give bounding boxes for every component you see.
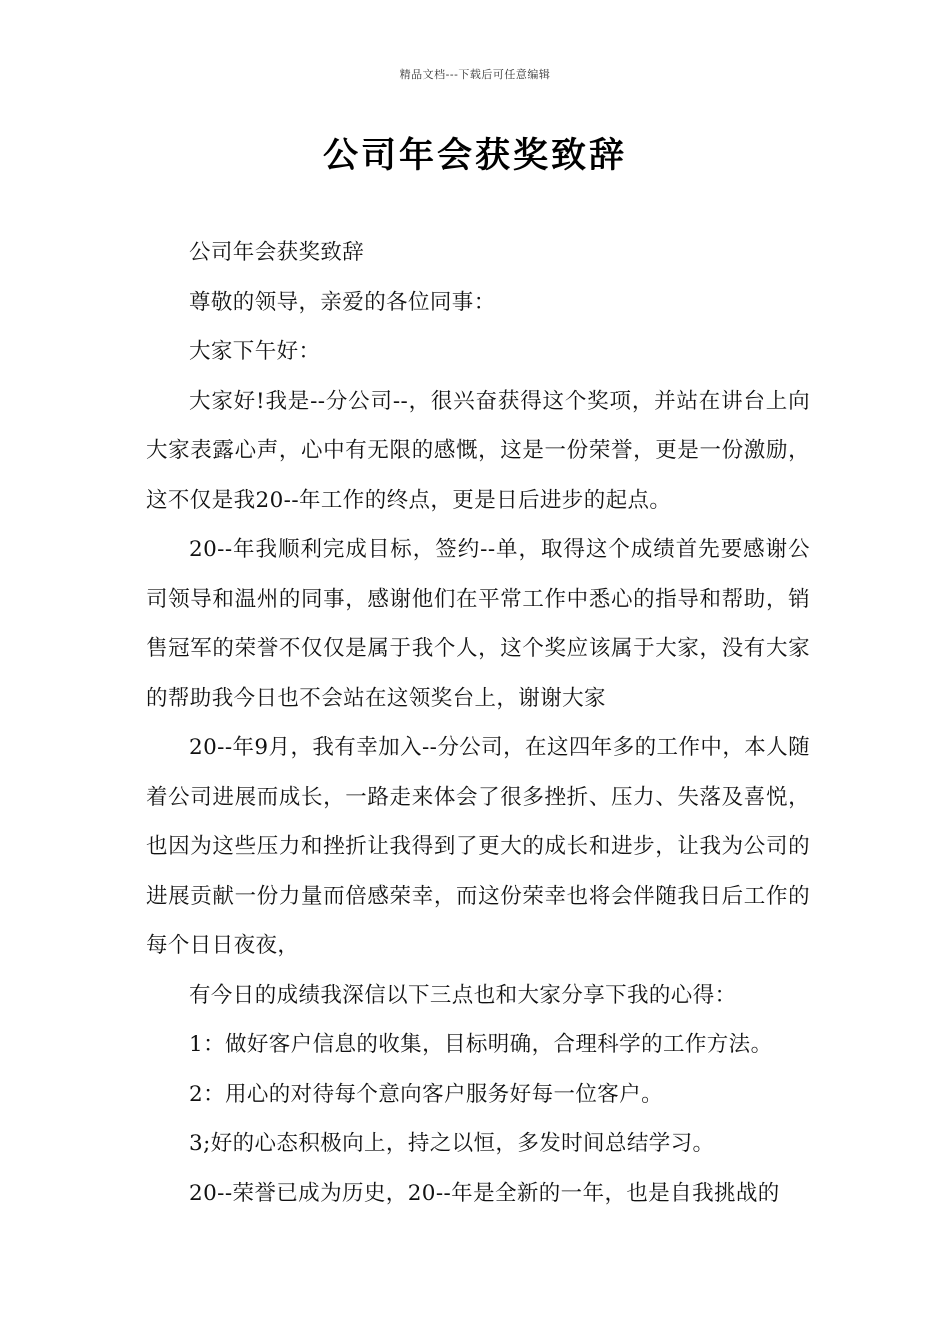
paragraph-point-2: 2：用心的对待每个意向客户服务好每一位客户。 (189, 1081, 663, 1107)
paragraph-thanks: 20--年我顺利完成目标，签约--单，取得这个成绩首先要感谢公司领导和温州的同事，感谢他们在平常工作中悉心的指导和帮助，销售冠军的荣誉不仅仅是属于我个人，这个奖应该属于大家，没有大家的帮助我今日也不会站在这领奖台上，谢谢大家 (146, 537, 810, 711)
paragraph-greeting: 大家下午好： (189, 339, 321, 364)
document-body (146, 228, 810, 1218)
document-title: 公司年会获奖致辞 (322, 135, 627, 176)
paragraph-closing: 20--荣誉已成为历史，20--年是全新的一年，也是自我挑战的 (189, 1180, 780, 1206)
paragraph-point-3: 3;好的心态积极向上，持之以恒，多发时间总结学习。 (189, 1131, 715, 1156)
paragraph-subtitle: 公司年会获奖致辞 (189, 240, 365, 265)
header-note: 精品文档---下载后可任意编辑 (399, 68, 551, 81)
paragraph-insights-intro: 有今日的成绩我深信以下三点也和大家分享下我的心得： (189, 982, 737, 1008)
paragraph-salutation: 尊敬的领导，亲爱的各位同事： (189, 289, 496, 315)
paragraph-point-1: 1：做好客户信息的收集，目标明确，合理科学的工作方法。 (189, 1032, 773, 1057)
paragraph-intro: 大家好!我是--分公司--，很兴奋获得这个奖项，并站在讲台上向大家表露心声，心中有无限的感慨，这是一份荣誉，更是一份激励，这不仅是我20--年工作的终点，更是日后进步的起点。 (146, 388, 810, 513)
paragraph-experience: 20--年9月，我有幸加入--分公司，在这四年多的工作中，本人随着公司进展而成长，一路走来体会了很多挫折、压力、失落及喜悦，也因为这些压力和挫折让我得到了更大的成长和进步，让我为公司的进展贡献一份力量而倍感荣幸，而这份荣幸也将会伴随我日后工作的每个日日夜夜， (146, 735, 810, 958)
